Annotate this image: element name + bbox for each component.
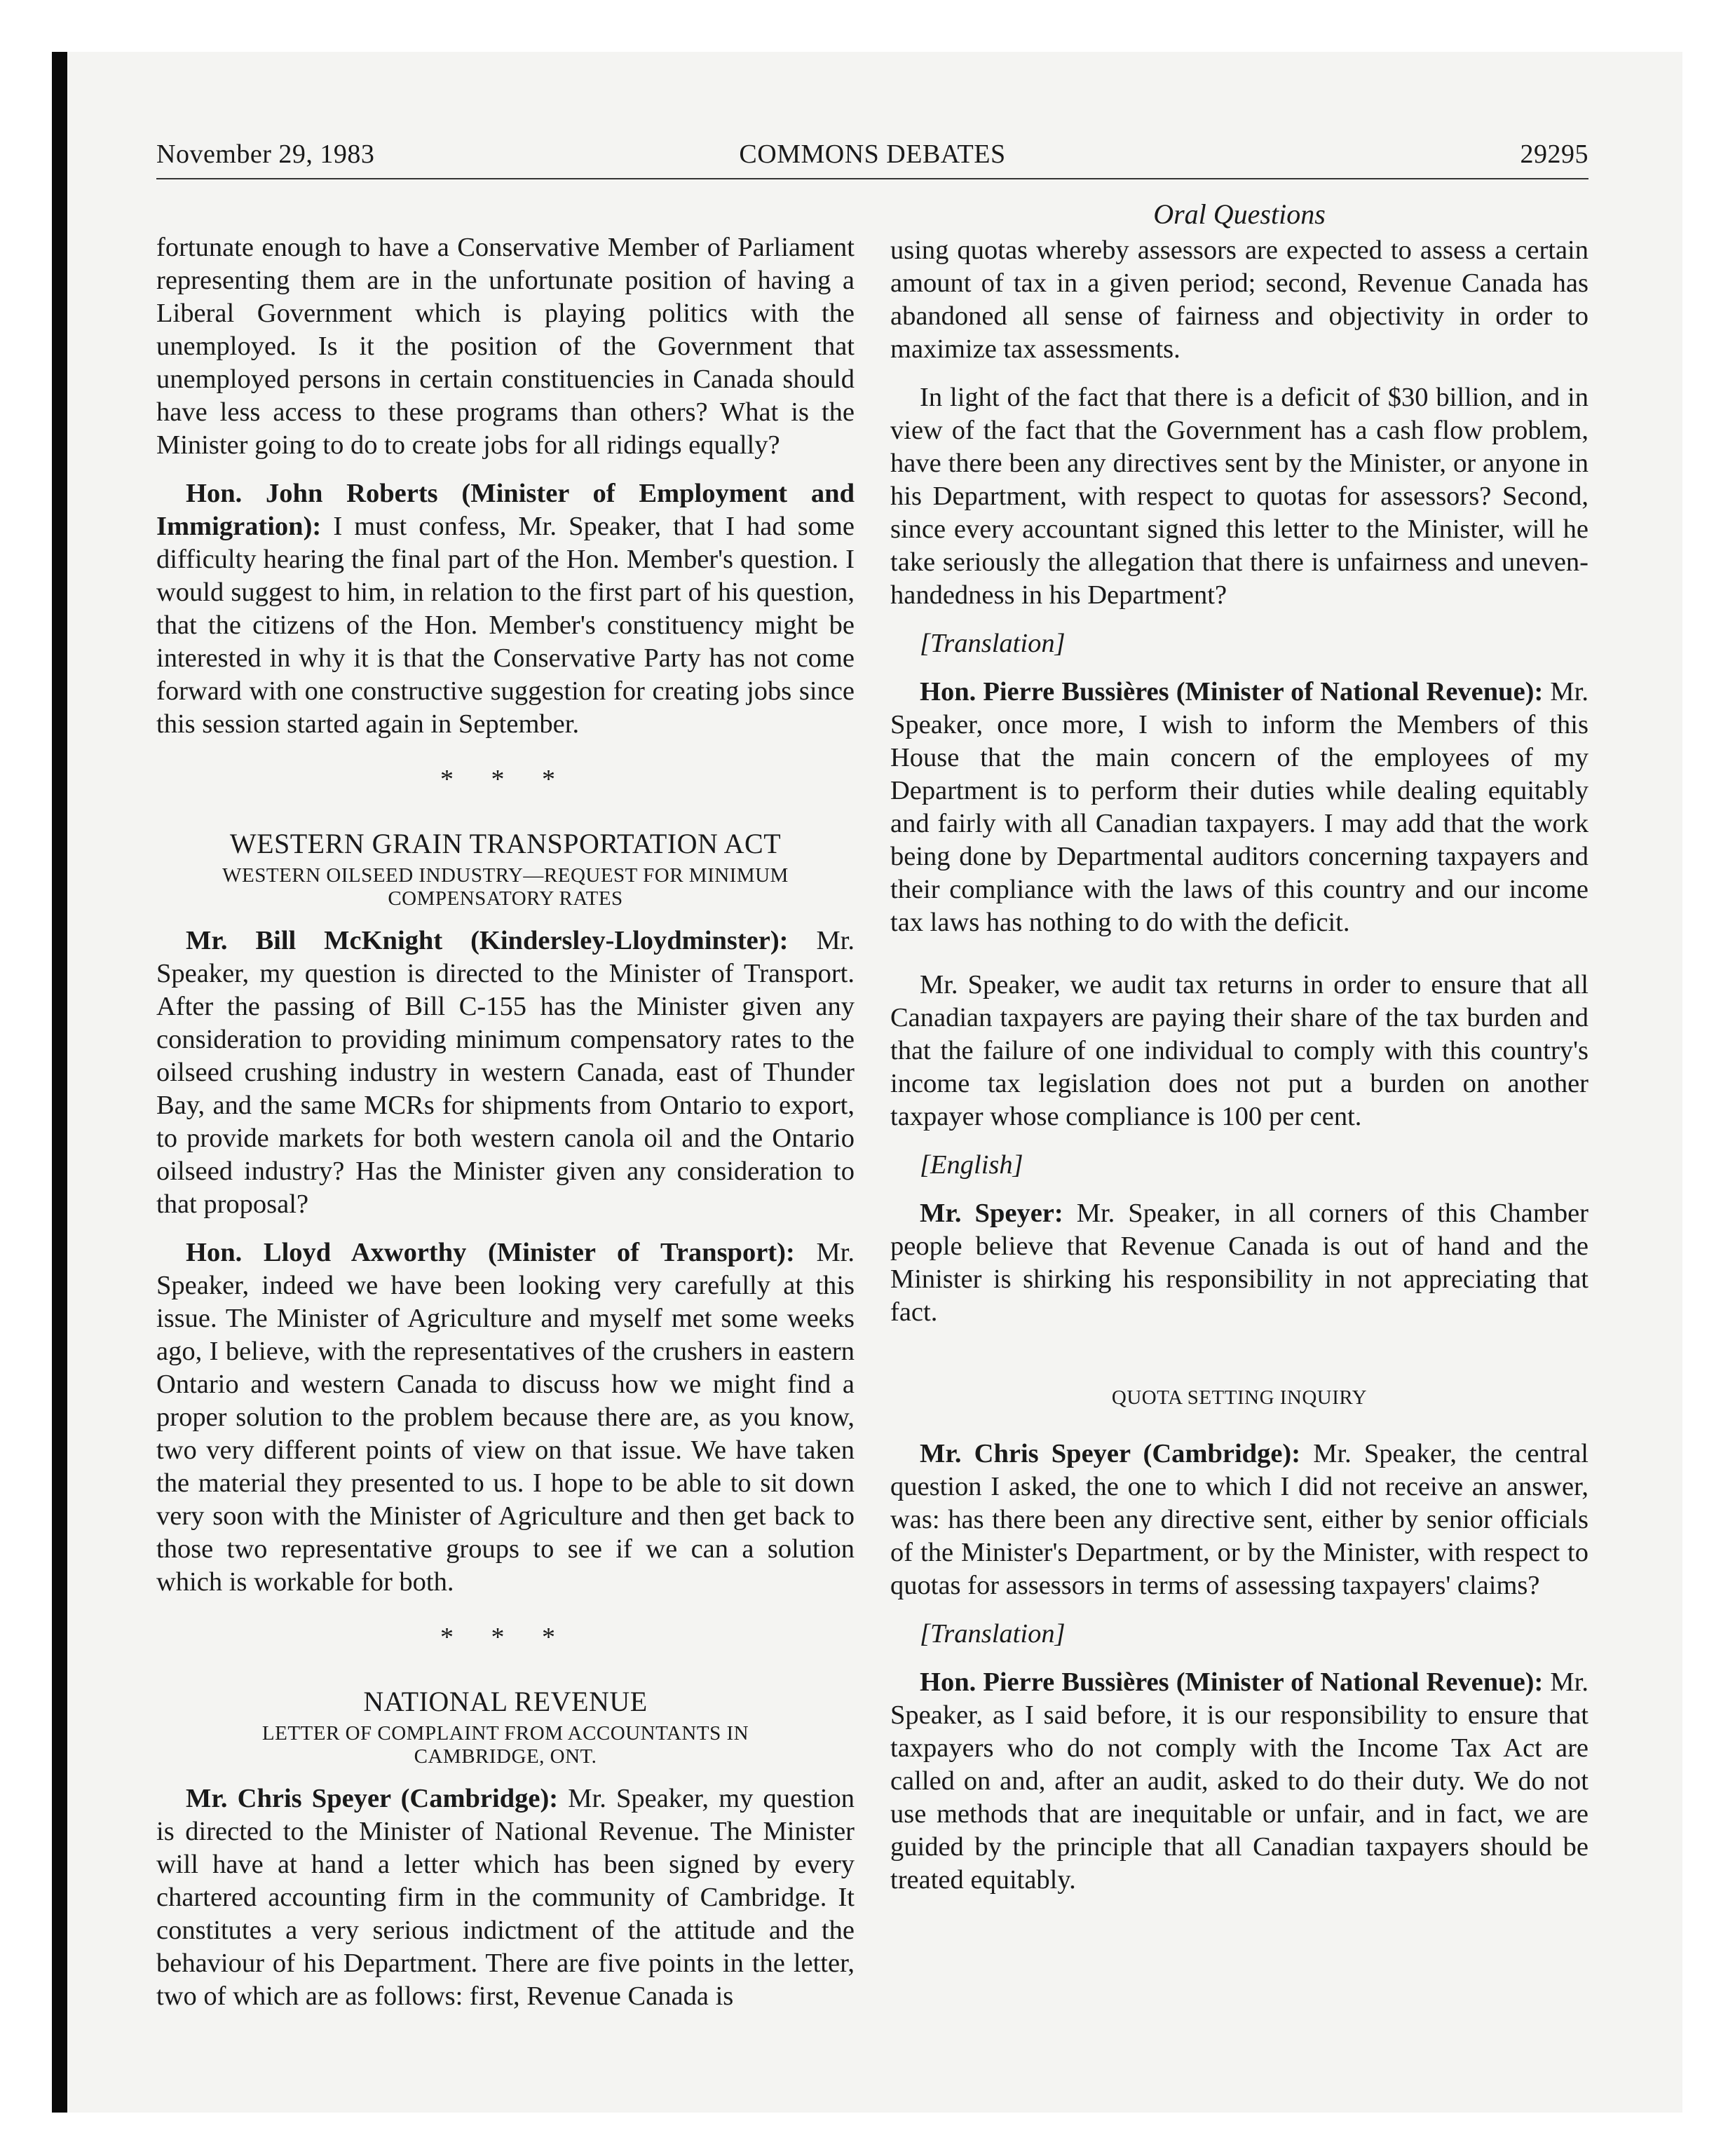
speech-text: Mr. Speaker, indeed we have been looking very carefully at this issue. The Minister of Agriculture and myself met some weeks ago, I believe, with the representatives of the crushers in eastern Ontario and western Canada to discuss how we might find a proper solution to the problem because there are, as you know, two very different points of view on that issue. We have taken the material they presented to us. I hope to be able to sit down very soon with the Minister of Agriculture and then get back to those two representative groups to see if we can a solution which is workable for both. xyxy=(156,1238,855,1597)
section-tag: Oral Questions xyxy=(1153,198,1326,230)
header-page-number: 29295 xyxy=(1520,139,1588,169)
section-subheading: QUOTA SETTING INQUIRY xyxy=(1111,1386,1368,1409)
section-subheading: WESTERN OILSEED INDUSTRY—REQUEST FOR MINIMUM COMPENSATORY RATES xyxy=(222,864,789,910)
paragraph xyxy=(156,1782,855,2013)
speech-text: I must confess, Mr. Speaker, that I had some difficulty hearing the final part of the Hon. Member's question. I would suggest to him, in relation to the first part of his question, that the citizens of the Hon. Member's constituency might be interested in why it is that the Conservative Party has not come forward with one constructive suggestion for creating jobs since this session started again in September. xyxy=(156,512,855,739)
left-column xyxy=(156,231,855,2028)
speech-text: Mr. Speaker, in all corners of this Chamber people believe that Revenue Canada is out of hand and the Minister is shirking his responsibility in not appreciating that fact. xyxy=(890,1199,1588,1327)
paragraph xyxy=(890,1666,1588,1897)
speaker-name: Mr. Chris Speyer (Cambridge): xyxy=(186,1784,559,1813)
paragraph xyxy=(890,1438,1588,1602)
spacer xyxy=(890,955,1588,969)
header-date: November 29, 1983 xyxy=(156,139,375,169)
speech-text: Mr. Speaker, as I said before, it is our responsibility to ensure that taxpayers who do not comply with the Income Tax Act are called on and, after an audit, asked to do their duty. We do not use methods that are inequitable or unfair, and in fact, we are guided by the principle that all Canadian taxpayers should be treated equitably. xyxy=(890,1667,1588,1895)
language-note: [English] xyxy=(920,1150,1023,1180)
header-journal-title: COMMONS DEBATES xyxy=(739,139,1006,169)
speaker-name: Mr. Speyer: xyxy=(920,1199,1063,1228)
section-heading: NATIONAL REVENUE xyxy=(363,1686,648,1717)
paragraph: Mr. Speaker, we audit tax returns in order to ensure that all Canadian taxpayers are paying their share of the tax burden and that the failure of one individual to comply with this country's income tax legislation does not put a burden on another taxpayer whose compliance is 100 per cent. xyxy=(890,970,1588,1131)
speech-text: Mr. Speaker, once more, I wish to inform the Members of this House that the main concern of the employees of my Department is to perform their duties while dealing equitably and fairly with all Canadian taxpayers. I may add that the work being done by Departmental auditors concerning taxpayers and their compliance with the laws of this country and our income tax laws has nothing to do with the deficit. xyxy=(890,677,1588,937)
speech-text: Mr. Speaker, my question is directed to the Minister of National Revenue. The Minister will have at hand a letter which has been signed by every chartered accounting firm in the community of Cambridge. It constitutes a very serious indictment of the attitude and the behaviour of his Department. There are five points in the letter, two of which are as follows: first, Revenue Canada is xyxy=(156,1784,855,2011)
binding-edge xyxy=(52,52,67,2113)
right-column xyxy=(890,234,1588,1912)
paragraph xyxy=(890,1197,1588,1329)
speaker-name: Hon. John Roberts (Minister of Employment and Immigration): xyxy=(156,479,855,541)
page-header xyxy=(156,137,1588,179)
speaker-name: Mr. Bill McKnight (Kindersley-Lloydminster): xyxy=(186,926,789,955)
paragraph xyxy=(156,925,855,1221)
speaker-name: Hon. Pierre Bussières (Minister of National Revenue): xyxy=(920,677,1544,707)
section-heading: WESTERN GRAIN TRANSPORTATION ACT xyxy=(229,828,782,859)
paragraph xyxy=(156,1236,855,1599)
language-note: [Translation] xyxy=(920,1619,1066,1649)
paragraph: using quotas whereby assessors are expected to assess a certain amount of tax in a given period; second, Revenue Canada has abandoned all sense of fairness and objectivity in order to maximize tax assessments. xyxy=(890,236,1588,364)
section-divider: * * * xyxy=(440,765,571,794)
section-subheading: LETTER OF COMPLAINT FROM ACCOUNTANTS IN CAMBRIDGE, ONT. xyxy=(261,1722,749,1768)
speaker-name: Mr. Chris Speyer (Cambridge): xyxy=(920,1439,1301,1468)
section-divider: * * * xyxy=(440,1623,571,1652)
paragraph xyxy=(156,477,855,741)
speech-text: Mr. Speaker, the central question I asked, the one to which I did not receive an answer, was: has there been any directive sent, either by senior officials of the Minister's Department, or by the Minister, with respect to quotas for assessors in terms of assessing taxpayers' claims? xyxy=(890,1439,1588,1600)
speaker-name: Hon. Lloyd Axworthy (Minister of Transport): xyxy=(186,1238,795,1267)
paragraph: In light of the fact that there is a deficit of $30 billion, and in view of the fact that the Government has a cash flow problem, have there been any directives sent by the Minister, or anyone in his Department, with respect to quotas for assessors? Second, since every accountant signed this letter to the Minister, will he take seriously the allegation that there is unfairness and uneven-handedness in his Department? xyxy=(890,383,1588,610)
paragraph xyxy=(890,676,1588,939)
paragraph: fortunate enough to have a Conservative Member of Parliament representing them are in the unfortunate position of having a Liberal Government which is playing politics with the unemployed. Is it the position of the Government that unemployed persons in certain constituencies in Canada should have less access to these programs than others? What is the Minister going to do to create jobs for all ridings equally? xyxy=(156,233,855,460)
speaker-name: Hon. Pierre Bussières (Minister of National Revenue): xyxy=(920,1667,1544,1697)
spacer xyxy=(890,1344,1588,1386)
speech-text: Mr. Speaker, my question is directed to the Minister of Transport. After the passing of Bill C-155 has the Minister given any consideration to providing minimum compensatory rates to the oilseed crushing industry in western Canada, east of Thunder Bay, and the same MCRs for shipments from Ontario to export, to provide markets for both western canola oil and the Ontario oilseed industry? Has the Minister given any consideration to that proposal? xyxy=(156,926,855,1219)
language-note: [Translation] xyxy=(920,629,1066,658)
spacer xyxy=(890,1424,1588,1438)
